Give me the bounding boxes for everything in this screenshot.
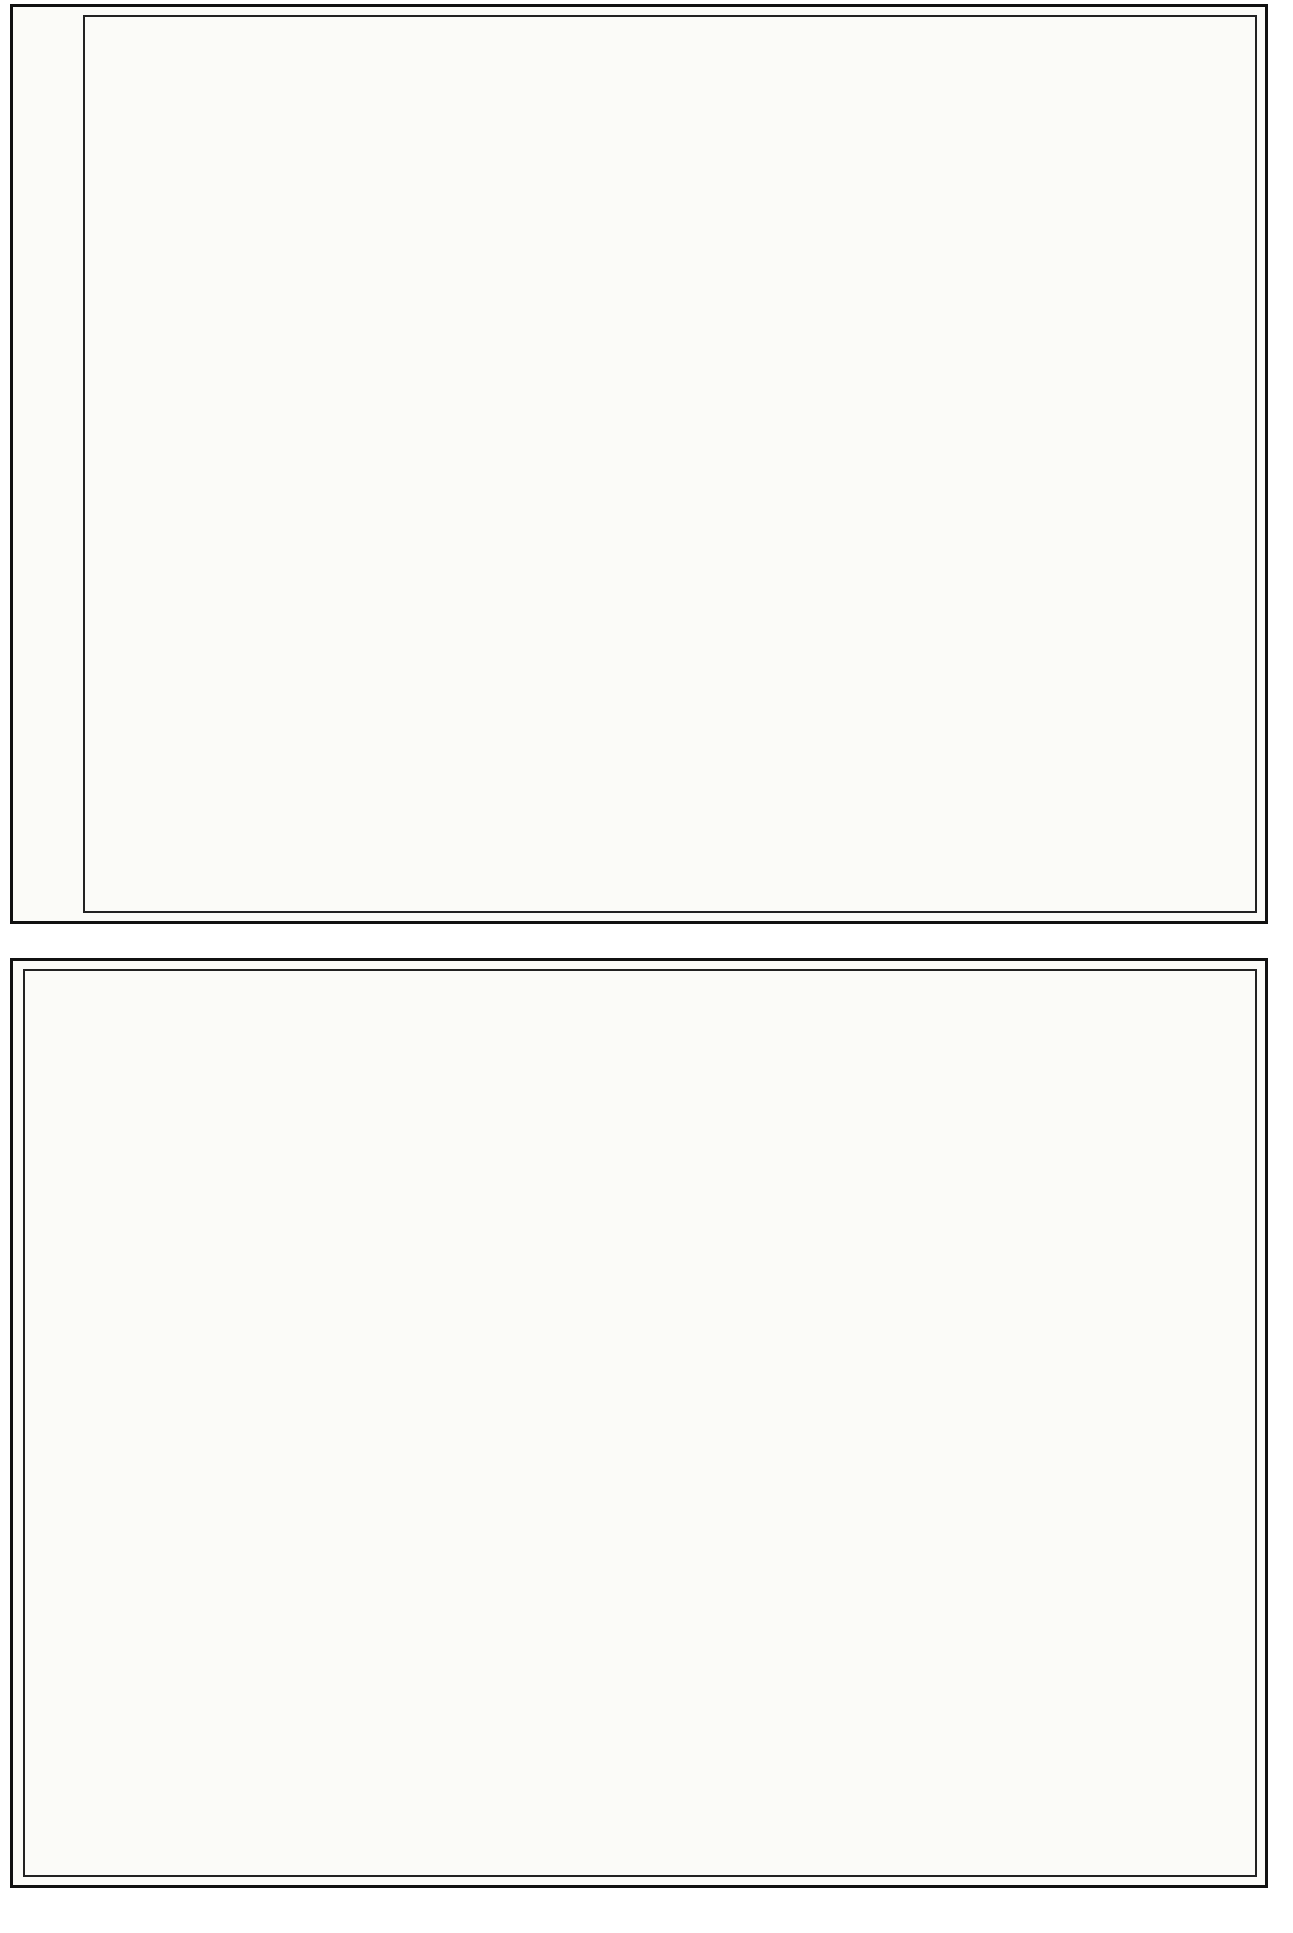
top-table — [83, 15, 1257, 913]
top-page — [10, 4, 1268, 924]
bottom-columns — [25, 971, 1255, 1875]
bottom-page — [10, 958, 1268, 1888]
top-columns — [85, 17, 1255, 911]
bottom-table — [23, 969, 1257, 1877]
